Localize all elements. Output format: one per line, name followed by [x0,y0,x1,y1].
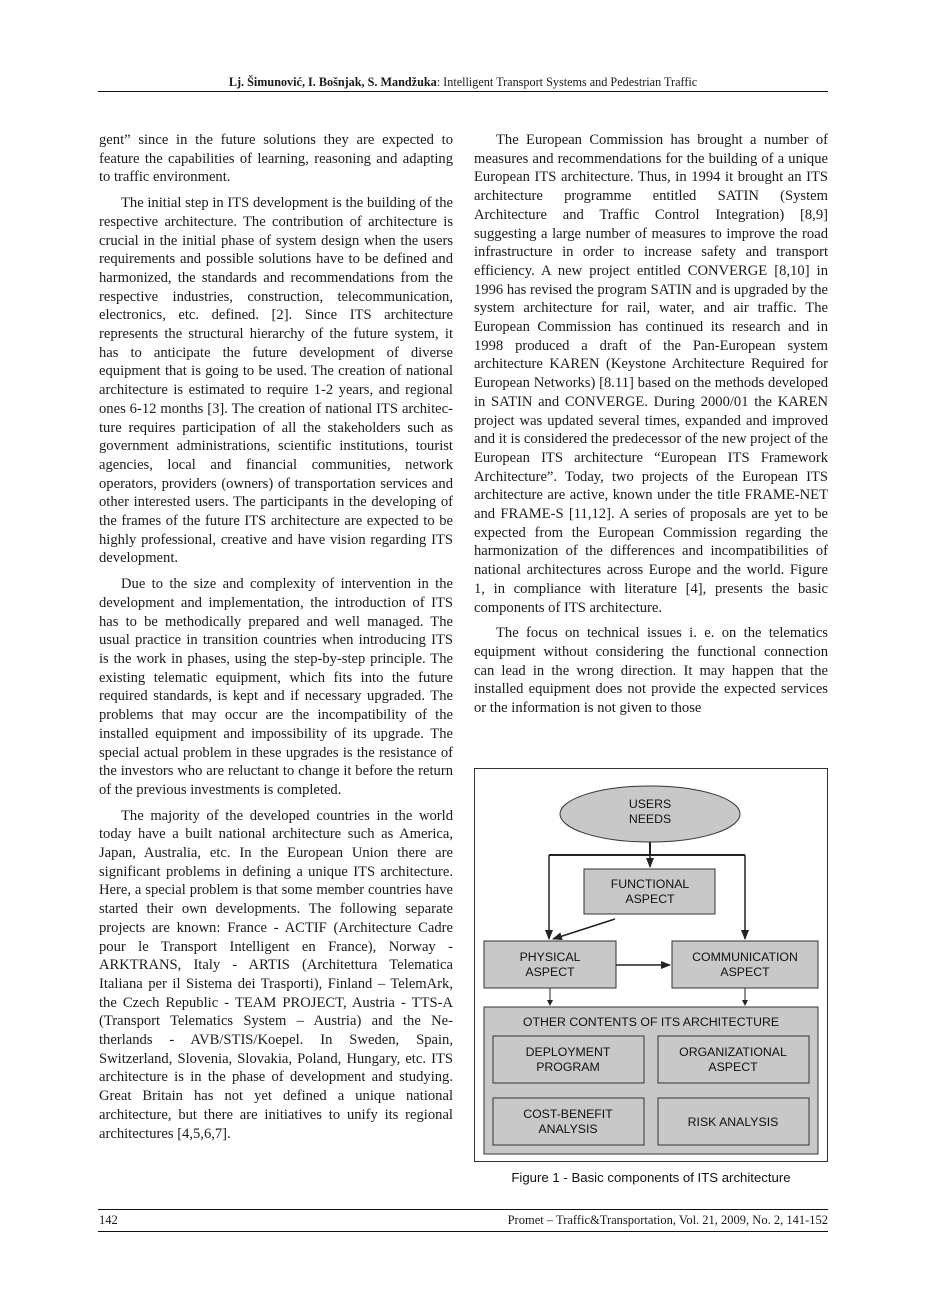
running-head [98,74,828,90]
header-separator: : [436,75,444,89]
figure-caption: Figure 1 - Basic components of ITS architecture [511,1170,791,1185]
paragraph: The majority of the developed countries in the world today have a built national architecture such as America, Japan, Australia, etc. In the European Union there are significant problems in defining a unique ITS architecture. Here, a special problem is that some member countries have started their own developments. The following separate projects are known: France - ACTIF (Architecture Cadre pour le Transport Intelligent en France), Norway - ARKTRANS, Italy - ARTIS (Architettura Telematica Italiana per il Sistema dei Trasporti), Finland – TelemArk, the Czech Republic - TEAM PROJECT, Austria - TTS-A (Transport Telematics System – Austria) and the Netherlands - AVB/STIS/Koepel. In Sweden, Spain, Switzerland, Slovenia, Slovakia, Poland, Hungary, etc. ITS architecture is in the phase of development and studying. Great Britain has not yet defined a unique national architecture, but there are initiatives to unify its regional architectures [4,5,6,7]. [99,807,453,1142]
node-functional-line1: FUNCTIONAL [610,877,690,891]
right-column [474,131,828,725]
node-communication-line1: COMMUNICATION [692,950,798,964]
node-functional-line2: ASPECT [625,892,675,906]
paragraph: The focus on technical issues i. e. on the telematics equipment without considering the functional connection can lead in the wrong direction. It may happen that the installed equipment does not provide the expected services or the information is not given to those [474,625,828,717]
journal-reference: Promet – Traffic&Transportation, Vol. 21, 2009, No. 2, 141-152 [507,1213,828,1227]
paragraph: The initial step in ITS development is the building of the respective architecture. The contribution of architecture is crucial in the initial phase of system design when the users requirements and possible solutions have to be defined and harmonized, the standards and recommendations from the respective industries, construction, telecommunication, electronics, etc. defined. [2]. Since ITS architecture represents the structural hierarchy of the future system, it has to anticipate the future development of diverse equipment that is going to be used. The creation of national architecture is estimated to require 1-2 years, and regional ones 6-12 months [3]. The creation of national ITS architecture requires participation of all the stakeholders such as government administrations, scientific institutions, tourist agencies, local and financial communities, network operators, providers (owners) of transportation services and other interested users. The participants in the developing of the frames of the future ITS architecture are expected to be highly professional, creative and have vision regarding ITS development. [99,195,453,567]
node-users-needs-line1: USERS [628,797,672,811]
node-other-contents-title: OTHER CONTENTS OF ITS ARCHITECTURE [522,1015,780,1029]
left-column [99,131,453,1150]
node-physical-line1: PHYSICAL [519,950,581,964]
page-number: 142 [99,1213,118,1227]
node-deployment-line1: DEPLOYMENT [525,1045,611,1059]
header-title: Intelligent Transport Systems and Pedestrian Traffic [443,75,698,89]
node-users-needs-line2: NEEDS [628,812,672,826]
architecture-diagram [475,769,829,1163]
header-authors: Lj. Šimunović, I. Bošnjak, S. Mandžuka [228,75,437,89]
node-cost-benefit-line1: COST-BENEFIT [523,1107,613,1121]
node-deployment-line2: PROGRAM [536,1060,600,1074]
paragraph: The European Commission has brought a number of measures and recommendations for the building of a unique European ITS architecture. Thus, in 1994 it brought an ITS architecture programme entitled SATIN (System Architecture and Traffic Control Integration) [8,9] suggesting a large number of measures to improve the road infrastructure in order to increase safety and transport efficiency. A new project entitled CONVERGE [8,10] in 1996 has revised the program SATIN and is upgraded by the system architecture for rail, water, and air traffic. The European Commission has continued its research and in 1998 produced a draft of the Pan-European system architecture KAREN (Keystone Architecture Required for European Networks) [8.11] based on the methods developed in SATIN and CONVERGE. During 2000/01 the KAREN project was updated several times, expanded and improved and it is considered the predecessor of the new project of the European ITS architecture “European ITS Framework Architecture”. Today, two projects of the European ITS architecture are active, known under the title FRAME-NET and FRAME-S [11,12]. A series of proposals are yet to be expected from the European Commission regarding the harmonization of the differences and incompatibilities of national architectures across Europe and the world. Figure 1, in compliance with literature [4], presents the basic components of ITS architecture. [474,132,828,616]
node-organizational-line1: ORGANIZATIONAL [679,1045,787,1059]
node-communication-line2: ASPECT [720,965,770,979]
figure-its-architecture [474,768,828,1162]
paragraph: gent” since in the future solutions they are expected to feature the capabilities of learning, reasoning and adapting to traffic environment. [99,132,453,186]
footer-rule-bottom [98,1231,828,1232]
node-risk-line1: RISK ANALYSIS [687,1115,779,1129]
node-physical-line2: ASPECT [525,965,575,979]
paragraph: Due to the size and complexity of intervention in the development and implementation, the introduction of ITS has to be methodically prepared and well managed. The usual practice in transition countries when introducing ITS is the work in phases, using the step-by-step principle. The existing telematic equipment, which fits into the future required standards, is kept and if necessary upgraded. The problems that may occur are the incompatibility of the installed equipment and impossibility of its upgrade. The special actual problem in these upgrades is the resistance of the investors who are reluctant to change it before the return of the previous investments is completed. [99,576,453,798]
node-organizational-line2: ASPECT [708,1060,758,1074]
header-rule [98,91,828,92]
arrow-functional-to-physical [553,919,615,939]
node-cost-benefit-line2: ANALYSIS [538,1122,598,1136]
footer-rule-top [98,1209,828,1210]
